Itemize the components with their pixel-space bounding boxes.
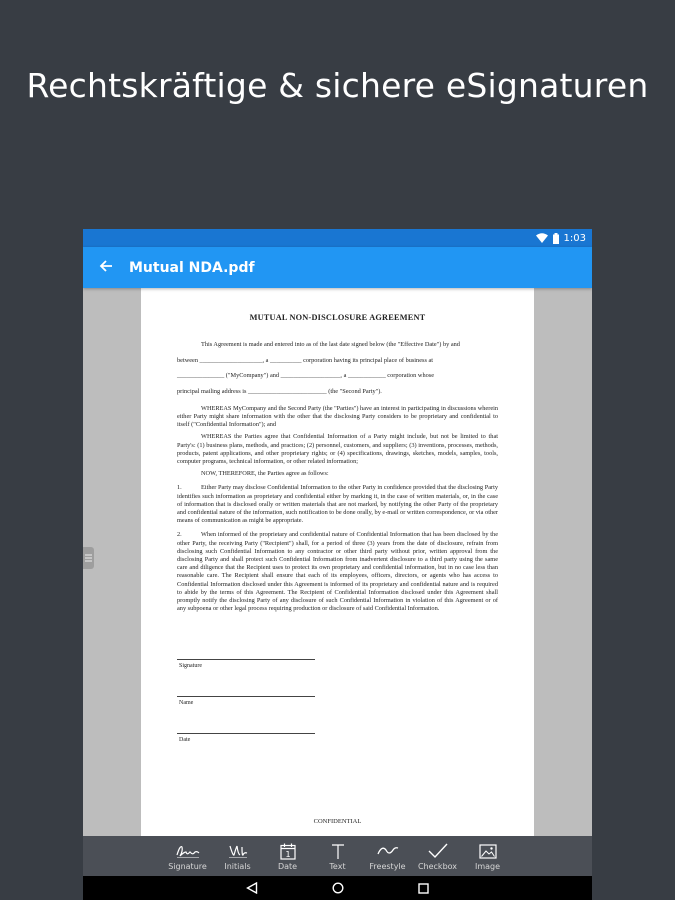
clause-1	[177, 484, 498, 525]
date-tool-label: Date	[277, 862, 298, 871]
pdf-page[interactable]	[141, 288, 534, 836]
annotation-toolbar	[83, 836, 592, 876]
now-therefore-line: NOW, THEREFORE, the Parties agree as follows:	[201, 470, 329, 478]
document-title: Mutual NDA.pdf	[129, 259, 255, 276]
whereas-paragraph-2: WHEREAS the Parties agree that Confidential Information of a Party might include, but not be limited to that Party's: (1) business plans, methods, and practices; (2) personnel, customers, and suppliers; (3) inventions, processes, methods, products, patent applications, and other proprietary rights; or (4) specifications, drawings, sketches, models, samples, tools, computer programs, technical information, or other related information;	[177, 433, 498, 466]
nav-recents-button[interactable]	[417, 881, 431, 895]
intro-line: This Agreement is made and entered into as of the last date signed below (the "Effective Date") by and	[201, 341, 460, 348]
address-line: principal mailing address is _________________________ (the "Second Party").	[177, 387, 382, 395]
status-bar	[83, 229, 592, 247]
clause-2-number: 2.	[177, 531, 182, 539]
date-tool[interactable]	[263, 841, 313, 876]
promo-headline: Rechtskräftige & sichere eSignaturen	[26, 66, 649, 105]
confidential-footer: CONFIDENTIAL	[313, 818, 362, 825]
image-icon	[479, 841, 497, 861]
agreement-title: MUTUAL NON-DISCLOSURE AGREEMENT	[249, 313, 426, 322]
nav-back-button[interactable]	[245, 881, 259, 895]
text-tool[interactable]	[313, 841, 363, 876]
image-tool[interactable]	[463, 841, 513, 876]
date-label: Date	[179, 737, 191, 744]
document-viewer[interactable]	[83, 288, 592, 836]
mycompany-line: _______________ ("MyCompany") and ___________________, a ____________ corporation whose	[177, 372, 434, 380]
freestyle-icon	[376, 841, 400, 861]
signature-tool-label: Signature	[168, 862, 207, 871]
clause-2-text: When informed of the proprietary and confidential nature of Confidential Information that has been disclosed by the other Party, the receiving Party ("Recipient") shall, for a period of three (3) years from the date of disclosure, refrain from disclosing such Confidential Information to any contractor or other third party without prior, written approval from the disclosing Party and shall protect such Confidential Information from inadvertent disclosure to a third party using the same care and diligence that the Recipient uses to protect its own proprietary and confidential information, but in no case less than reasonable care. The Recipient shall ensure that each of its employees, officers, directors, or agents who has access to Confidential Information disclosed under this Agreement is informed of its proprietary and confidential nature and is required to abide by the terms of this Agreement. The Recipient of Confidential Information disclosed under this Agreement shall promptly notify the disclosing Party of any disclosure of such Confidential Information in violation of this Agreement or of any subpoena or other legal process requiring production or disclosure of said Confidential Information.	[177, 531, 498, 613]
text-icon	[330, 841, 346, 861]
name-label: Name	[179, 700, 194, 707]
checkbox-tool[interactable]	[413, 841, 463, 876]
nav-back-icon	[246, 879, 258, 898]
name-line[interactable]	[177, 696, 315, 697]
status-time: 1:03	[563, 232, 586, 244]
date-line[interactable]	[177, 733, 315, 734]
calendar-icon-digit: 1	[284, 849, 291, 859]
signature-label: Signature	[179, 663, 202, 670]
initials-tool[interactable]	[213, 841, 263, 876]
calendar-icon	[280, 841, 296, 861]
signature-tool[interactable]	[163, 841, 213, 876]
clause-1-text: Either Party may disclose Confidential Information to the other Party in confidence provided that the disclosing Party identifies such information as proprietary and confidential either by marking it, in the case of written materials, or, in the case of information that is disclosed orally or written materials that are not marked, by notifying the other Party of the proprietary and confidential nature of the information, such notification to be done orally, by e-mail or written correspondence, or via other means of communication as might be appropriate.	[177, 484, 498, 525]
back-button[interactable]	[83, 247, 129, 288]
image-tool-label: Image	[474, 862, 501, 871]
checkmark-icon	[427, 841, 449, 861]
signature-block	[177, 659, 498, 743]
system-nav-bar	[83, 876, 592, 900]
device-screen	[83, 229, 592, 900]
signature-line[interactable]	[177, 659, 315, 660]
whereas-paragraph-1: WHEREAS MyCompany and the Second Party (the "Parties") have an interest in participating in discussions wherein either Party might share information with the other that the disclosing Party considers to be proprietary and confidential to itself ("Confidential Information"); and	[177, 404, 499, 429]
nav-recents-icon	[418, 879, 429, 898]
clause-1-number: 1.	[177, 484, 182, 492]
battery-icon	[553, 233, 559, 244]
freestyle-tool-label: Freestyle	[369, 862, 406, 871]
nav-home-icon	[332, 879, 344, 898]
text-tool-label: Text	[329, 862, 346, 871]
side-drawer-handle[interactable]	[83, 547, 94, 569]
checkbox-tool-label: Checkbox	[417, 862, 458, 871]
app-bar	[83, 247, 592, 288]
wifi-icon	[536, 233, 548, 243]
freestyle-tool[interactable]	[363, 841, 413, 876]
arrow-back-icon	[99, 258, 113, 277]
clause-2	[177, 531, 498, 613]
initials-tool-label: Initials	[224, 862, 251, 871]
between-line: between ____________________, a __________ corporation having its principal place of business at	[177, 357, 434, 365]
initials-icon	[227, 841, 249, 861]
signature-icon	[175, 841, 201, 861]
nav-home-button[interactable]	[331, 881, 345, 895]
